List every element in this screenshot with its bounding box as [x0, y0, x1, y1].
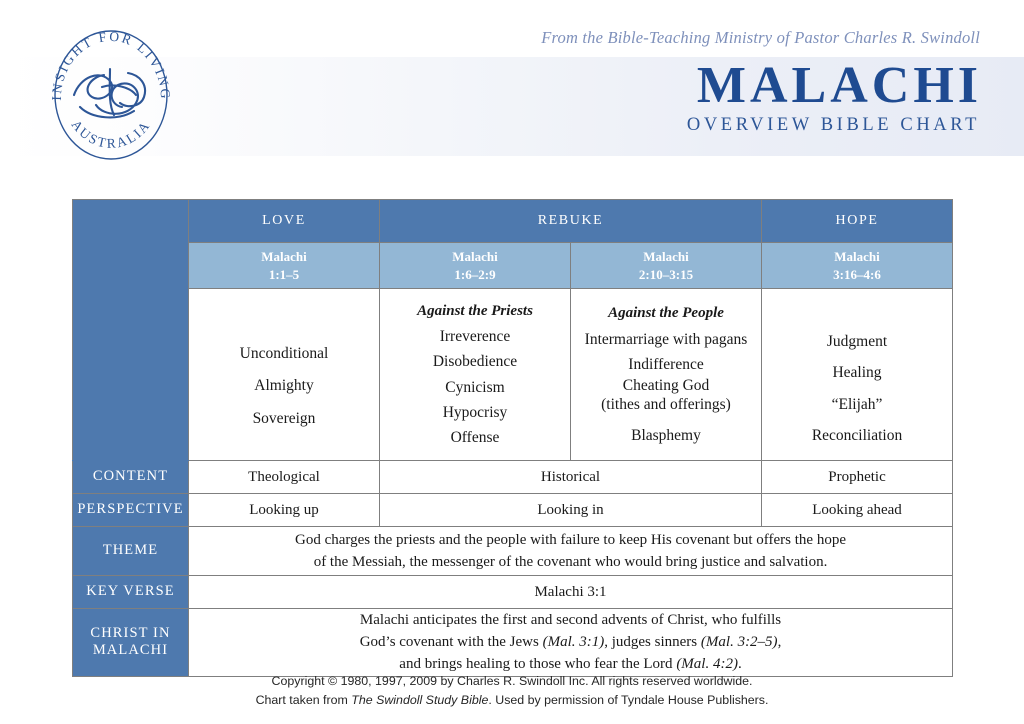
logo-monogram	[74, 69, 145, 117]
hope-item-3: “Elijah”	[831, 395, 883, 413]
christ-label-line-1: CHRIST IN	[90, 624, 171, 641]
insight-for-living-logo	[44, 25, 178, 165]
row-label-theme: THEME	[73, 527, 189, 576]
christ-ref-2: (Mal. 3:2–5)	[700, 634, 778, 651]
content-value-hope: Prophetic	[762, 461, 953, 494]
christ-line-3-a: and brings healing to those who fear the Lord	[399, 656, 677, 673]
logo-top-text: INSIGHT FOR LIVING	[48, 28, 174, 101]
hope-item-2: Healing	[832, 364, 882, 382]
content-cell-people	[571, 289, 762, 461]
christ-label-line-2: MALACHI	[92, 642, 169, 659]
perspective-value-hope: Looking ahead	[762, 494, 953, 527]
priests-item-4: Hypocrisy	[442, 403, 508, 421]
hope-item-4: Reconciliation	[811, 426, 903, 444]
priests-item-2: Disobedience	[432, 353, 518, 371]
christ-text	[189, 609, 953, 677]
chart-source-prefix: Chart taken from	[255, 693, 352, 708]
reference-book-2: Malachi	[452, 248, 498, 264]
theme-line-1: God charges the priests and the people with failure to keep His covenant but offers the hope	[295, 531, 846, 548]
christ-line-3-b: .	[737, 656, 742, 673]
people-item-4: Blasphemy	[631, 426, 701, 444]
love-item-3: Sovereign	[252, 409, 316, 427]
division-header-rebuke: REBUKE	[380, 200, 762, 243]
row-christ-in-malachi	[73, 609, 953, 677]
chart-source-suffix: . Used by permission of Tyndale House Publishers.	[488, 693, 769, 708]
people-group-title: Against the People	[608, 305, 724, 322]
christ-line-2-c: ,	[777, 634, 782, 651]
overview-bible-chart	[72, 199, 952, 677]
row-label-key-verse: KEY VERSE	[73, 576, 189, 609]
christ-line-1: Malachi anticipates the first and second advents of Christ, who fulfills	[359, 612, 782, 628]
division-header-hope: HOPE	[762, 200, 953, 243]
perspective-value-rebuke: Looking in	[380, 494, 762, 527]
reference-cell-3	[571, 243, 762, 289]
theme-text	[189, 527, 953, 576]
reference-passage-4: 3:16–4:6	[833, 266, 881, 282]
content-detail-row	[73, 289, 953, 461]
theme-line-2: of the Messiah, the messenger of the covenant who would bring justice and salvation.	[313, 554, 828, 570]
row-label-content: CONTENT	[73, 461, 189, 494]
priests-item-1: Irreverence	[439, 328, 511, 346]
chart-table	[72, 199, 953, 677]
row-label-christ-in-malachi	[73, 609, 189, 677]
reference-book-3: Malachi	[643, 248, 689, 264]
reference-book-4: Malachi	[834, 248, 880, 264]
content-value-rebuke: Historical	[380, 461, 762, 494]
row-content	[73, 461, 953, 494]
reference-header-row	[73, 243, 953, 289]
reference-book-1: Malachi	[261, 248, 307, 264]
people-item-1: Intermarriage with pagans	[584, 330, 748, 348]
copyright-line-2	[0, 691, 1024, 710]
reference-cell-4	[762, 243, 953, 289]
key-verse-value: Malachi 3:1	[189, 576, 953, 609]
content-cell-priests	[380, 289, 571, 461]
reference-cell-2	[380, 243, 571, 289]
love-item-1: Unconditional	[239, 345, 329, 363]
priests-item-5: Offense	[450, 428, 500, 446]
priests-group-title: Against the Priests	[417, 303, 533, 320]
perspective-value-love: Looking up	[189, 494, 380, 527]
christ-line-2-b: , judges sinners	[604, 634, 701, 651]
page-subtitle: OVERVIEW BIBLE CHART	[686, 115, 980, 135]
label-column-spacer	[73, 200, 189, 461]
people-item-3-detail: (tithes and offerings)	[601, 395, 731, 413]
division-header-love: LOVE	[189, 200, 380, 243]
reference-passage-3: 2:10–3:15	[638, 266, 694, 282]
people-item-2: Indifference	[628, 355, 704, 373]
christ-line-2-a: God’s covenant with the Jews	[359, 634, 543, 651]
priests-item-3: Cynicism	[445, 378, 505, 396]
reference-passage-1: 1:1–5	[268, 266, 300, 282]
chart-source-title: The Swindoll Study Bible	[351, 693, 489, 708]
row-label-perspective: PERSPECTIVE	[73, 494, 189, 527]
people-item-3: Cheating God	[622, 376, 710, 394]
copyright-line-1: Copyright © 1980, 1997, 2009 by Charles R. Swindoll Inc. All rights reserved worldwide.	[271, 674, 753, 688]
content-cell-love	[189, 289, 380, 461]
content-value-love: Theological	[189, 461, 380, 494]
row-key-verse	[73, 576, 953, 609]
page-title: MALACHI	[696, 57, 982, 114]
christ-ref-3: (Mal. 4:2)	[676, 656, 738, 673]
row-theme	[73, 527, 953, 576]
page-header	[0, 0, 1024, 186]
ministry-tagline: From the Bible-Teaching Ministry of Pastor Charles R. Swindoll	[541, 28, 980, 47]
christ-ref-1: (Mal. 3:1)	[542, 634, 605, 651]
content-cell-hope	[762, 289, 953, 461]
division-header-row	[73, 200, 953, 243]
logo-bottom-text: AUSTRALIA	[68, 117, 154, 151]
love-item-2: Almighty	[254, 377, 314, 395]
reference-passage-2: 1:6–2:9	[454, 266, 496, 282]
row-perspective	[73, 494, 953, 527]
hope-item-1: Judgment	[826, 332, 888, 350]
copyright-footer	[0, 672, 1024, 710]
reference-cell-1	[189, 243, 380, 289]
